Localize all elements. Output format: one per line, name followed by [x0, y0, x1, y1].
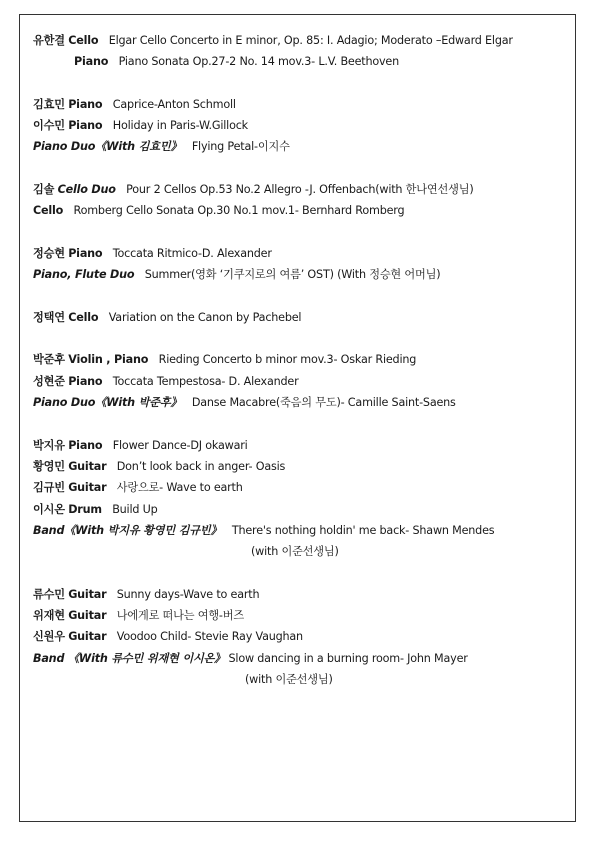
instrument: Guitar [68, 587, 107, 601]
program-entry [33, 520, 563, 541]
instrument: Cello [33, 204, 64, 218]
piece-title: Voodoo Child- Stevie Ray Vaughan [116, 630, 303, 644]
piece-title: 나에게로 떠나는 여행-버즈 [116, 609, 244, 623]
performer-name: 황영민 [33, 459, 65, 473]
accompanist-text: (with 이준선생님) [251, 545, 339, 559]
piece-title: There's nothing holdin' me back- Shawn Mendes [231, 523, 495, 537]
accompanist-text: (with 이준선생님) [245, 672, 333, 686]
instrument: Piano [68, 97, 103, 111]
performer-name: 김규빈 [33, 481, 65, 495]
instrument: Piano [68, 438, 103, 452]
piece-title: Toccata Tempestosa- D. Alexander [112, 374, 299, 388]
piece-title: Flying Petal-이지수 [191, 140, 290, 154]
program-entry [33, 94, 563, 115]
piece-title: Danse Macabre(죽음의 무도)- Camille Saint-Saens [191, 396, 456, 410]
performer-name: 김솔 [33, 183, 55, 197]
instrument: Drum [68, 502, 102, 516]
piece-title: Elgar Cello Concerto in E minor, Op. 85: I. Adagio; Moderato –Edward Elgar [108, 34, 513, 47]
concert-program [33, 30, 563, 690]
piece-title: Romberg Cello Sonata Op.30 No.1 mov.1- Bernhard Romberg [73, 204, 405, 218]
ensemble-label: Piano Duo《With 김효민》 [33, 140, 182, 154]
performer-name: 이시온 [33, 502, 65, 516]
piece-title: Variation on the Canon by Pachebel [108, 310, 302, 324]
program-entry [33, 499, 563, 520]
instrument: Piano [68, 246, 103, 260]
program-entry [33, 435, 563, 456]
instrument: Violin , Piano [68, 353, 149, 367]
instrument: Piano [68, 119, 103, 133]
ensemble-label: Band 《With 류수민 위재현 이시온》 [33, 651, 226, 665]
piece-title: Toccata Ritmico-D. Alexander [112, 246, 272, 260]
instrument: Piano [74, 55, 109, 69]
ensemble-label: Piano Duo《With 박준후》 [33, 396, 182, 410]
instrument: Guitar [68, 609, 107, 623]
piece-title: Holiday in Paris-W.Gillock [112, 119, 248, 133]
piece-title: Summer(영화 ‘기쿠지로의 여름’ OST) (With 정승현 어머님) [144, 268, 441, 282]
instrument: Guitar [68, 630, 107, 644]
piece-title: Don’t look back in anger- Oasis [116, 459, 286, 473]
program-entry [33, 477, 563, 498]
program-entry [33, 30, 563, 51]
piece-title: Rieding Concerto b minor mov.3- Oskar Rieding [158, 353, 417, 367]
program-entry [33, 626, 563, 647]
program-entry [33, 179, 563, 200]
performer-name: 박지유 [33, 438, 65, 452]
performer-name: 위재현 [33, 609, 65, 623]
program-entry [33, 264, 563, 285]
performer-name: 박준후 [33, 353, 65, 367]
program-entry [33, 392, 563, 413]
ensemble-label: Cello Duo [57, 183, 116, 197]
performer-name: 이수민 [33, 119, 65, 133]
program-entry [33, 648, 563, 669]
program-entry [33, 51, 563, 72]
program-entry [33, 349, 563, 370]
piece-title: Pour 2 Cellos Op.53 No.2 Allegro -J. Offenbach(with 한나연선생님) [126, 183, 474, 197]
instrument: Cello [68, 34, 99, 47]
piece-title: Piano Sonata Op.27-2 No. 14 mov.3- L.V. Beethoven [118, 55, 399, 69]
ensemble-label: Piano, Flute Duo [33, 268, 135, 282]
instrument: Piano [68, 374, 103, 388]
piece-title: Build Up [112, 502, 158, 516]
program-entry [33, 371, 563, 392]
program-entry [33, 200, 563, 221]
instrument: Cello [68, 310, 99, 324]
performer-name: 신원우 [33, 630, 65, 644]
piece-title: Slow dancing in a burning room- John Mayer [228, 651, 468, 665]
performer-name: 정승현 [33, 246, 65, 260]
instrument: Guitar [68, 459, 107, 473]
performer-name: 성현준 [33, 374, 65, 388]
program-entry [33, 115, 563, 136]
program-entry [33, 584, 563, 605]
program-entry [33, 605, 563, 626]
accompanist-note [33, 669, 563, 690]
instrument: Guitar [68, 481, 107, 495]
program-entry [33, 456, 563, 477]
performer-name: 김효민 [33, 97, 65, 111]
piece-title: 사랑으로- Wave to earth [116, 481, 243, 495]
piece-title: Caprice-Anton Schmoll [112, 97, 236, 111]
performer-name: 류수민 [33, 587, 65, 601]
piece-title: Flower Dance-DJ okawari [112, 438, 248, 452]
performer-name: 정택연 [33, 310, 65, 324]
program-entry [33, 136, 563, 157]
program-entry [33, 243, 563, 264]
ensemble-label: Band《With 박지유 황영민 김규빈》 [33, 523, 222, 537]
performer-name: 유한결 [33, 34, 65, 47]
program-entry [33, 307, 563, 328]
accompanist-note [33, 541, 563, 562]
piece-title: Sunny days-Wave to earth [116, 587, 260, 601]
